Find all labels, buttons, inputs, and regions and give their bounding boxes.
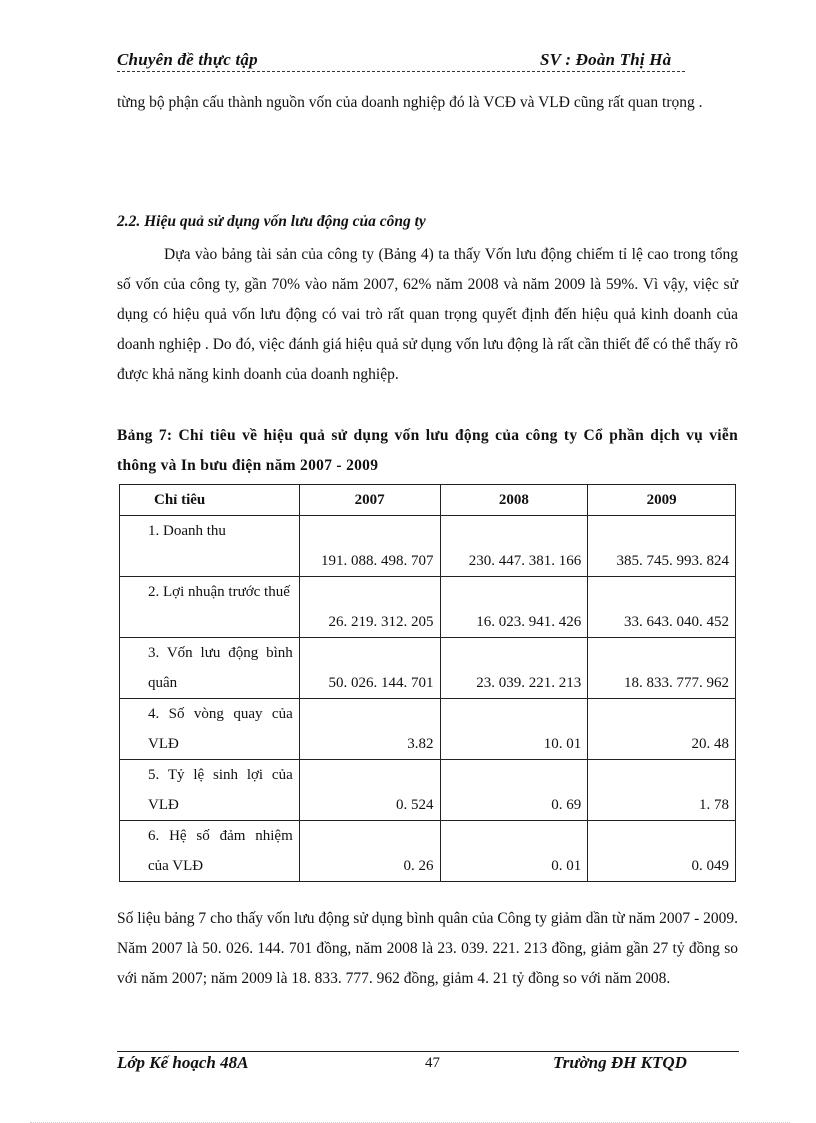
header-2009: 2009 <box>588 485 736 516</box>
row-label: 1. Doanh thu <box>120 516 300 577</box>
table-row <box>120 516 736 577</box>
table-row <box>120 760 736 821</box>
cell-2009: 1. 78 <box>588 760 736 821</box>
cell-2009: 33. 643. 040. 452 <box>588 577 736 638</box>
cell-2008: 230. 447. 381. 166 <box>440 516 588 577</box>
table-caption: Bảng 7: Chỉ tiêu về hiệu quả sử dụng vốn lưu động của công ty Cổ phần dịch vụ viễn thông và In bưu điện năm 2007 - 2009 <box>117 427 738 474</box>
row-label: 2. Lợi nhuận trước thuế <box>120 577 300 638</box>
body-paragraph: Dựa vào bảng tài sản của công ty (Bảng 4) ta thấy Vốn lưu động chiếm tỉ lệ cao trong tổng số vốn của công ty, gần 70% vào năm 2007, 62% năm 2008 và năm 2009 là 59%. Vì vậy, việc sử dụng có hiệu quả vốn lưu động có vai trò rất quan trọng quyết định đến hiệu quả kinh doanh của doanh nghiệp . Do đó, việc đánh giá hiệu quả sử dụng vốn lưu động là rất cần thiết để có thể thấy rõ được khả năng kinh doanh của doanh nghiệp. <box>117 246 738 383</box>
header-student-name: SV : Đoàn Thị Hà <box>540 50 672 69</box>
row-label: 6. Hệ số đảm nhiệm của VLĐ <box>120 821 300 882</box>
efficiency-table <box>119 484 736 882</box>
table-row <box>120 699 736 760</box>
intro-paragraph: từng bộ phận cấu thành nguồn vốn của doanh nghiệp đó là VCĐ và VLĐ cũng rất quan trọng . <box>117 94 703 111</box>
section-heading: 2.2. Hiệu quả sử dụng vốn lưu động của công ty <box>117 213 426 230</box>
cell-2007: 26. 219. 312. 205 <box>299 577 440 638</box>
cell-2008: 23. 039. 221. 213 <box>440 638 588 699</box>
cell-2009: 385. 745. 993. 824 <box>588 516 736 577</box>
cell-2008: 0. 69 <box>440 760 588 821</box>
cell-2009: 20. 48 <box>588 699 736 760</box>
row-label: 3. Vốn lưu động bình quân <box>120 638 300 699</box>
cell-2007: 0. 26 <box>299 821 440 882</box>
cell-2009: 18. 833. 777. 962 <box>588 638 736 699</box>
table-row <box>120 577 736 638</box>
table-row <box>120 638 736 699</box>
cell-2009: 0. 049 <box>588 821 736 882</box>
header-course-title: Chuyên đề thực tập <box>117 50 258 69</box>
header-indicator: Chỉ tiêu <box>120 485 300 516</box>
header-2008: 2008 <box>440 485 588 516</box>
row-label: 5. Tỷ lệ sinh lợi của VLĐ <box>120 760 300 821</box>
header-divider <box>117 71 685 72</box>
cell-2008: 0. 01 <box>440 821 588 882</box>
footer-class-name: Lớp Kế hoạch 48A <box>117 1053 249 1072</box>
cell-2007: 50. 026. 144. 701 <box>299 638 440 699</box>
page-number: 47 <box>425 1055 440 1071</box>
cell-2007: 3.82 <box>299 699 440 760</box>
row-label: 4. Số vòng quay của VLĐ <box>120 699 300 760</box>
cell-2008: 16. 023. 941. 426 <box>440 577 588 638</box>
table-row <box>120 821 736 882</box>
header-2007: 2007 <box>299 485 440 516</box>
table-header-row <box>120 485 736 516</box>
footer-university: Trường ĐH KTQD <box>553 1053 687 1072</box>
cell-2007: 0. 524 <box>299 760 440 821</box>
conclusion-paragraph: Số liệu bảng 7 cho thấy vốn lưu động sử dụng bình quân của Công ty giảm dần từ năm 2007 - 2009. Năm 2007 là 50. 026. 144. 701 đồng, năm 2008 là 23. 039. 221. 213 đồng, giảm gần 27 tỷ đồng so với năm 2007; năm 2009 là 18. 833. 777. 962 đồng, giảm 4. 21 tỷ đồng so với năm 2008. <box>117 910 738 987</box>
cell-2007: 191. 088. 498. 707 <box>299 516 440 577</box>
cell-2008: 10. 01 <box>440 699 588 760</box>
footer-divider <box>117 1051 739 1052</box>
